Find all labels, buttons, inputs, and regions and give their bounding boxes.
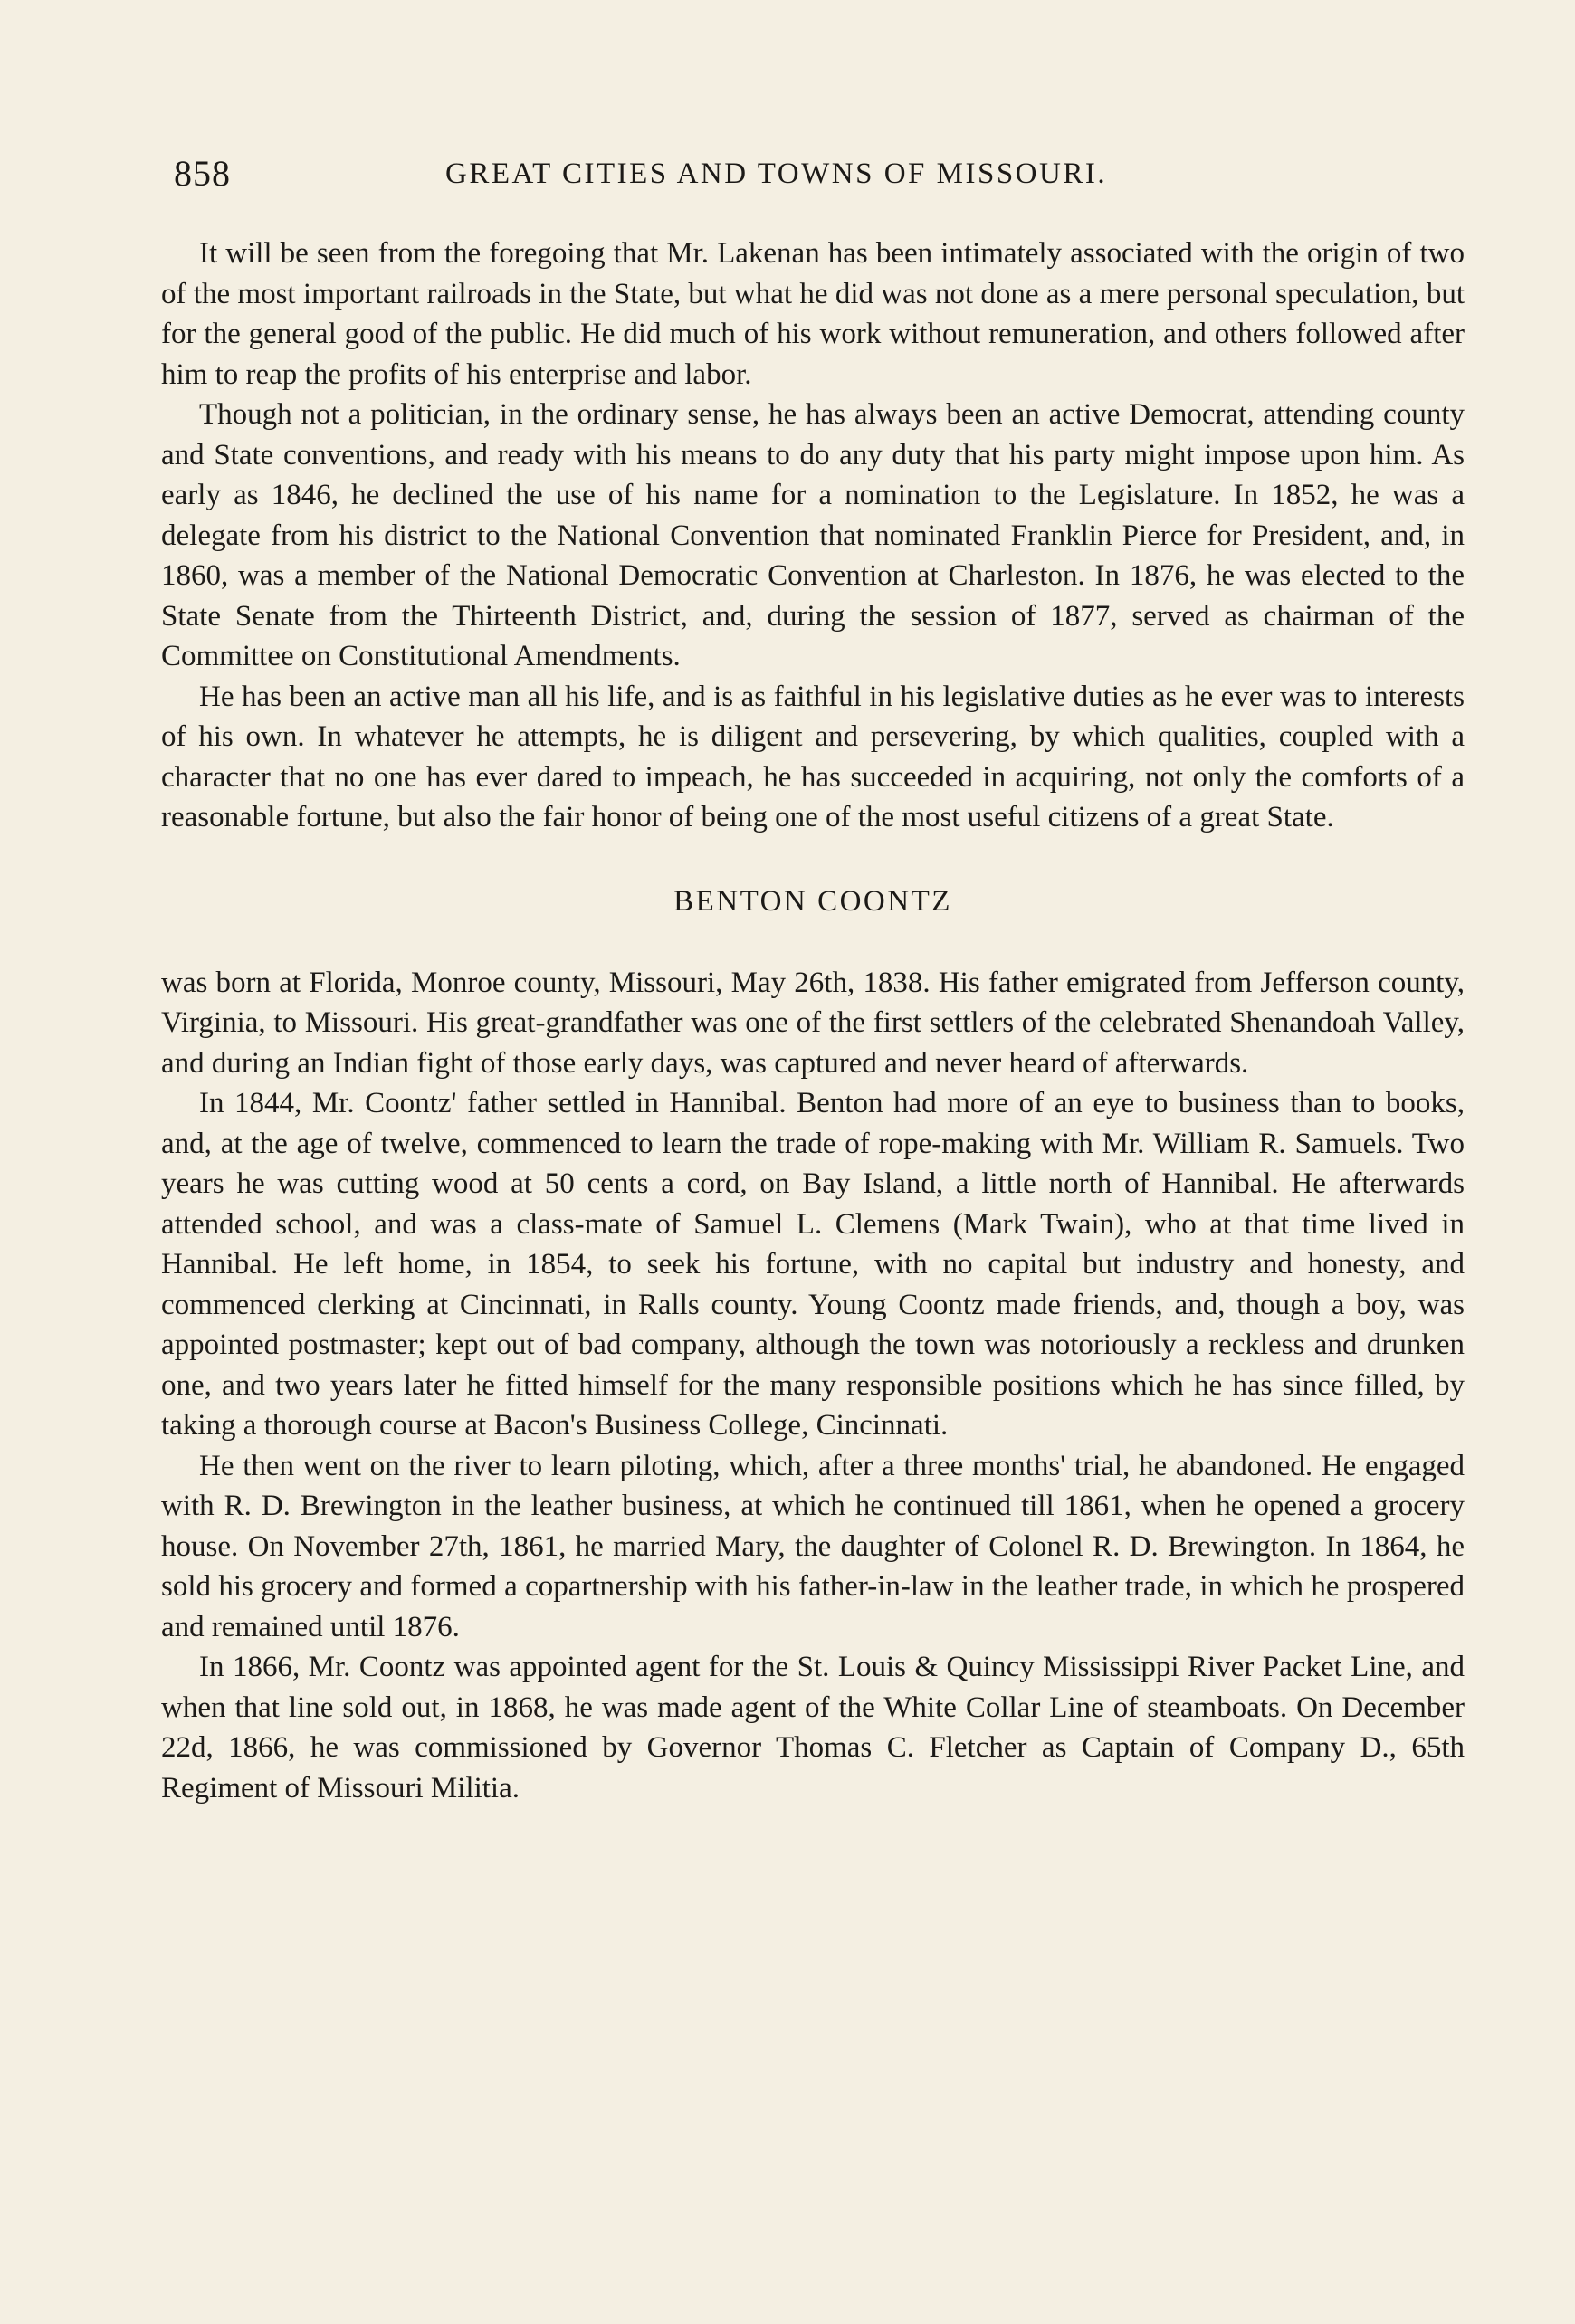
lakenan-paragraph-2: Though not a politician, in the ordinary sense, he has always been an active Democrat, attending county and State conventions, and ready with his means to do any duty that his party might impose upon him. As early as 1846, he declined the use of his name for a nomination to the Legislature. In 1852, he was a delegate from his district to the National Convention that nominated Franklin Pierce for President, and, in 1860, was a member of the National Democratic Convention at Charleston. In 1876, he was elected to the State Senate from the Thirteenth District, and, during the session of 1877, served as chairman of the Committee on Constitutional Amendments. [161, 398, 1465, 672]
body-text [161, 233, 1465, 1808]
lakenan-paragraph-3: He has been an active man all his life, and is as faithful in his legislative duties as he ever was to interests of his own. In whatever he attempts, he is diligent and persevering, by which qualities, coupled with a character that no one has ever dared to impeach, he has succeeded in acquiring, not only the comforts of a reasonable fortune, but also the fair honor of being one of the most useful citizens of a great State. [161, 680, 1465, 833]
coontz-paragraph-1: was born at Florida, Monroe county, Missouri, May 26th, 1838. His father emigrated from Jefferson county, Virginia, to Missouri. His great-grandfather was one of the first settlers of the celebrated Shenandoah Valley, and during an Indian fight of those early days, was captured and never heard of afterwards. [161, 966, 1465, 1080]
page-number: 858 [174, 153, 231, 194]
coontz-paragraph-4: In 1866, Mr. Coontz was appointed agent for the St. Louis & Quincy Mississippi River Packet Line, and when that line sold out, in 1868, he was made agent of the White Collar Line of steamboats. On December 22d, 1866, he was commissioned by Governor Thomas C. Fletcher as Captain of Company D., 65th Regiment of Missouri Militia. [161, 1651, 1465, 1805]
running-head: GREAT CITIES AND TOWNS OF MISSOURI. [445, 157, 1108, 190]
lakenan-paragraph-1: It will be seen from the foregoing that Mr. Lakenan has been intimately associated with the origin of two of the most important railroads in the State, but what he did was not done as a mere personal speculation, but for the general good of the public. He did much of his work without remuneration, and others followed after him to reap the profits of his enterprise and labor. [161, 237, 1465, 391]
coontz-paragraph-3: He then went on the river to learn piloting, which, after a three months' trial, he abandoned. He engaged with R. D. Brewington in the leather business, at which he continued till 1861, when he opened a grocery house. On November 27th, 1861, he married Mary, the daughter of Colonel R. D. Brewington. In 1864, he sold his grocery and formed a copartnership with his father-in-law in the leather trade, in which he prospered and remained until 1876. [161, 1449, 1465, 1643]
coontz-paragraph-2: In 1844, Mr. Coontz' father settled in Hannibal. Benton had more of an eye to business than to books, and, at the age of twelve, commenced to learn the trade of rope-making with Mr. William R. Samuels. Two years he was cutting wood at 50 cents a cord, on Bay Island, a little north of Hannibal. He afterwards attended school, and was a class-mate of Samuel L. Clemens (Mark Twain), who at that time lived in Hannibal. He left home, in 1854, to seek his fortune, with no capital but industry and honesty, and commenced clerking at Cincinnati, in Ralls county. Young Coontz made friends, and, though a boy, was appointed postmaster; kept out of bad company, although the town was notoriously a reckless and drunken one, and two years later he fitted himself for the many responsible positions which he has since filled, by taking a thorough course at Bacon's Business College, Cincinnati. [161, 1087, 1465, 1442]
page-header [174, 152, 1457, 203]
section-heading-benton-coontz: BENTON COONTZ [673, 884, 952, 918]
